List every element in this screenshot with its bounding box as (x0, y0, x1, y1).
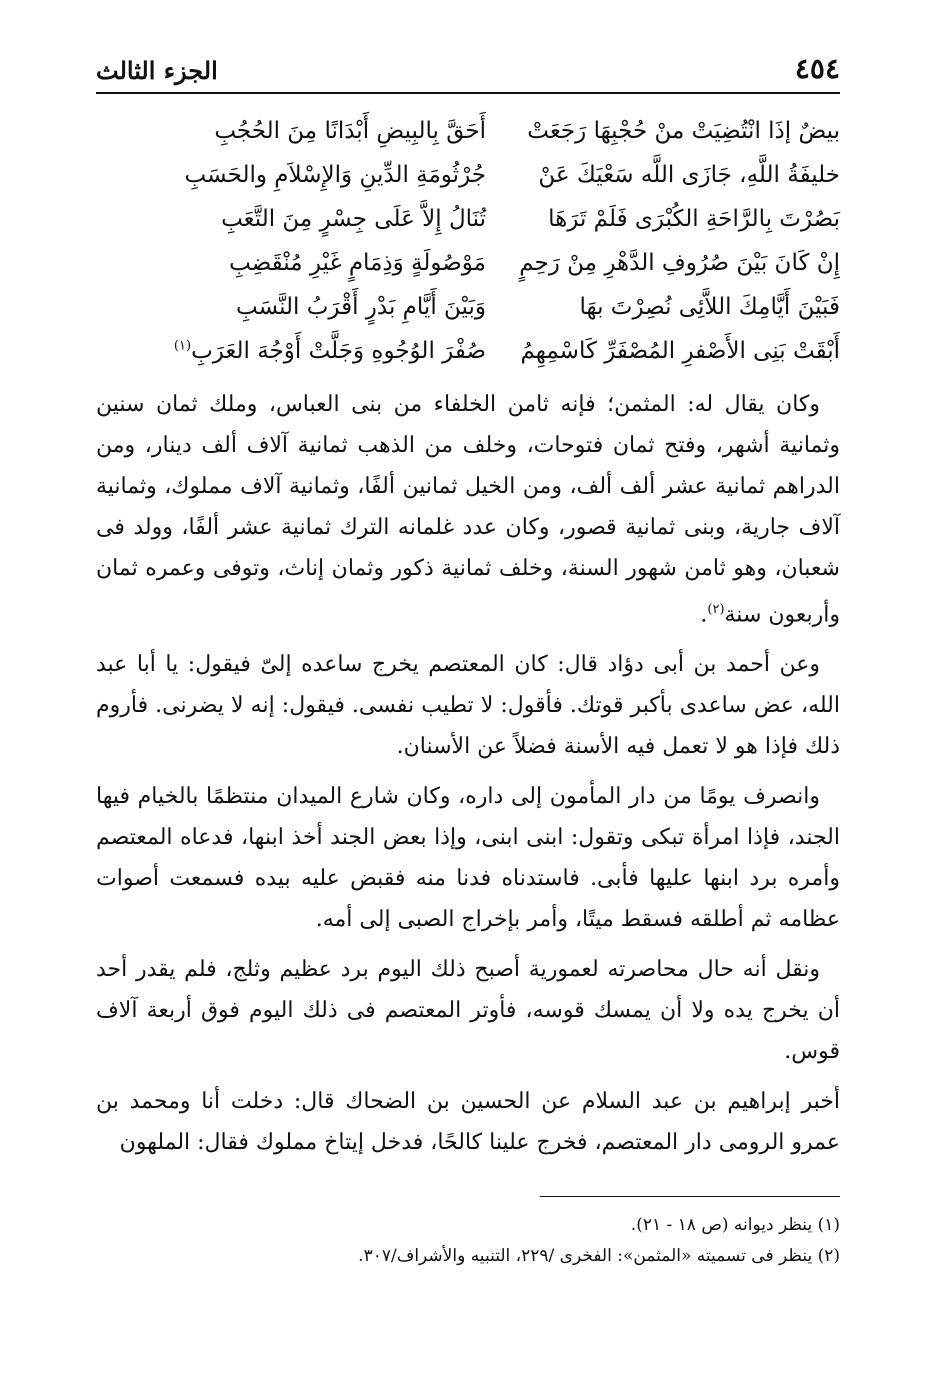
verse-first-hemistich: فَبَيْنَ أَيَّامِكَ اللاَّئِى نُصِرْتَ بهَا (579, 294, 840, 320)
verse (96, 118, 840, 160)
verse-second-hemistich: وَبَيْنَ أَيَّامِ بَدْرٍ أَقْرَبُ النَّسَبِ (236, 294, 486, 320)
paragraph: وعن أحمد بن أبى دؤاد قال: كان المعتصم يخرج ساعده إلىّ فيقول: يا أبا عبد الله، عض ساعدى بأكبر قوتك. فأقول: لا تطيب نفسى. فيقول: إنه لا يضرنى. فأروم ذلك فإذا هو لا تعمل فيه الأسنة فضلاً عن الأسنان. (96, 652, 840, 760)
paragraph: أخبر إبراهيم بن عبد السلام عن الحسين بن الضحاك قال: دخلت أنا ومحمد بن عمرو الرومى دار المعتصم، فخرج علينا كالحًا، فدخل إيتاخ مملوك فقال: الملهون (96, 1089, 840, 1156)
verse-first-hemistich: أَبْقَتْ بَنِى الأَصْفرِ المُصْفَرِّ كَاسْمِهِمُ (520, 338, 840, 364)
footnote-ref-2[interactable]: (٢) (707, 602, 725, 617)
verse-second-hemistich: تُنَالُ إِلاَّ عَلَى جِسْرٍ مِنَ التَّعَبِ (221, 206, 486, 232)
footnote-ref-1[interactable]: (١) (173, 338, 192, 354)
paragraph: وكان يقال له: المثمن؛ فإنه ثامن الخلفاء من بنى العباس، وملك ثمان سنين وثمانية أشهر، وفتح ثمان فتوحات، وخلف من الذهب ثمانية آلاف ألف دينار، ومن الدراهم ثمانية عشر ألف ألف، ومن الخيل ثمانين ألفًا، وثمانية آلاف مملوك، وثمانية آلاف جارية، وبنى ثمانية قصور، وكان عدد غلمانه الترك ثمانية عشر ألفًا، وولد فى شعبان، وهو ثامن شهور السنة، وخلف ثمانية ذكور وثمان إناث، وتوفى وعمره ثمان وأربعون سنة$^{(٢)}$. (96, 392, 840, 628)
paragraph: وانصرف يومًا من دار المأمون إلى داره، وكان شارع الميدان منتظمًا بالخيام فيها الجند، فإذا امرأة تبكى وتقول: ابنى ابنى، وإذا بعض الجند أخذ ابنها، فدعاه المعتصم وأمره برد ابنها عليها فأبى. فاستدناه فدنا منه فقبض عليه بيده فسمعت أصوات عظامه ثم أطلقه فسقط ميتًا، وأمر بإخراج الصبى إلى أمه. (96, 784, 840, 933)
verse-second-hemistich: مَوْصُولَةٍ وَذِمَامٍ غَيْرِ مُنْقَضِبِ (229, 250, 486, 276)
verse (96, 162, 840, 204)
paragraph-text: وكان يقال له: المثمن؛ فإنه ثامن الخلفاء من بنى العباس، وملك ثمان سنين وثمانية أشهر، وفتح ثمان فتوحات، وخلف من الذهب ثمانية آلاف ألف دينار، ومن الدراهم ثمانية عشر ألف ألف، ومن الخيل ثمانين ألفًا، وثمانية آلاف مملوك، وثمانية آلاف جارية، وبنى ثمانية قصور، وكان عدد غلمانه الترك ثمانية عشر ألفًا، وولد فى شعبان، وهو ثامن شهور السنة، وخلف ثمانية ذكور وثمان إناث، وتوفى وعمره ثمان وأربعون سنة (96, 392, 840, 628)
verse-text: صُفْرَ الوُجُوهِ وَجَلَّتْ أَوْجُهَ العَرَبِ (191, 338, 486, 364)
verse (96, 206, 840, 248)
verse-first-hemistich: بَصُرْتَ بِالرَّاحَةِ الكُبْرَى فَلَمْ تَرَهَا (548, 206, 840, 232)
verse-first-hemistich: إِنْ كَانَ بَيْنَ صُرُوفِ الدَّهْرِ مِنْ رَحِمٍ (519, 250, 840, 276)
poem-block (96, 118, 840, 378)
page-number: ٤٥٤ (794, 52, 840, 85)
verse (96, 338, 840, 380)
footnote-1: (١) ينظر ديوانه (ص ١٨ - ٢١). (630, 1215, 840, 1235)
verse-second-hemistich (126, 338, 486, 364)
paragraph: ونقل أنه حال محاصرته لعمورية أصبح ذلك اليوم برد عظيم وثلج، فلم يقدر أحد أن يخرج يده ولا أن يمسك قوسه، فأوتر المعتصم فى ذلك اليوم فوق أربعة آلاف قوس. (96, 957, 840, 1065)
verse-second-hemistich: جُرْثُومَةِ الدِّينِ وَالإِسْلاَمِ والحَسَبِ (184, 162, 486, 188)
verse-second-hemistich: أَحَقَّ بِالبِيضِ أَبْدَانًا مِنَ الحُجُبِ (214, 118, 486, 144)
verse (96, 250, 840, 292)
body-text (96, 384, 840, 1172)
footnote-2: (٢) ينظر فى تسميته «المثمن»: الفخرى /٢٢٩، التنبيه والأشراف/٣٠٧. (358, 1246, 840, 1266)
footnote-divider (540, 1196, 840, 1197)
verse-first-hemistich: بيضٌ إذَا انْتُضِيَتْ منْ حُجْبِهَا رَجَعَتْ (527, 118, 840, 144)
running-title: الجزء الثالث (96, 56, 218, 85)
verse-first-hemistich: خليفَةُ اللَّهِ، جَازَى اللَّه سَعْيَكَ عَنْ (538, 162, 840, 188)
footnotes (96, 1210, 840, 1272)
verse (96, 294, 840, 336)
page-header (96, 52, 840, 94)
